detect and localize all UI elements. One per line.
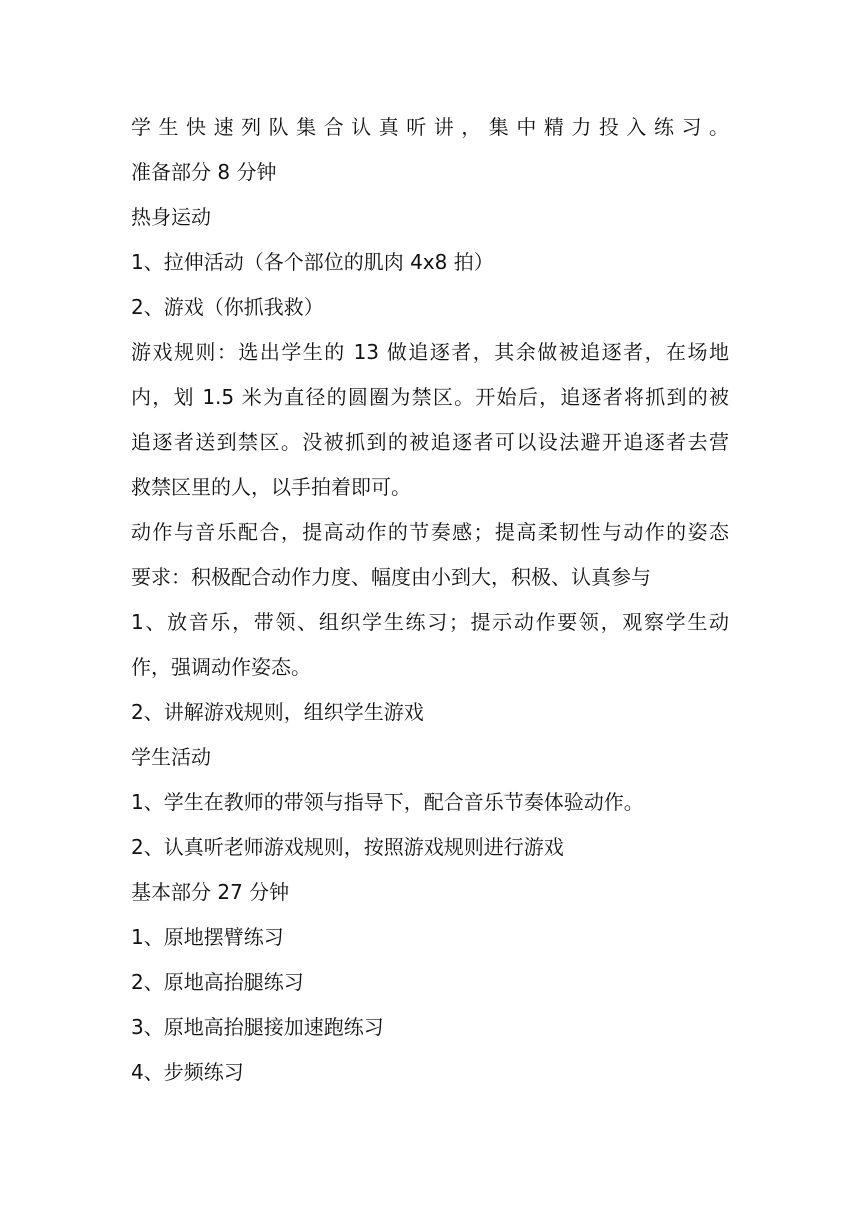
list-item: 2、讲解游戏规则，组织学生游戏	[131, 700, 424, 724]
list-item: 2、游戏（你抓我救）	[131, 295, 324, 319]
section-heading: 基本部分 27 分钟	[131, 880, 290, 904]
text-line: 作，强调动作姿态。	[131, 655, 311, 679]
text-line: 游戏规则：选出学生的 13 做追逐者，其余做被追逐者，在场地	[131, 340, 729, 364]
text-line: 救禁区里的人，以手拍着即可。	[131, 475, 411, 499]
section-heading: 准备部分 8 分钟	[131, 160, 277, 184]
list-item: 3、原地高抬腿接加速跑练习	[131, 1015, 384, 1039]
text-line: 要求：积极配合动作力度、幅度由小到大，积极、认真参与	[131, 565, 651, 589]
list-item: 1、拉伸活动（各个部位的肌肉 4x8 拍）	[131, 250, 494, 274]
list-item: 2、认真听老师游戏规则，按照游戏规则进行游戏	[131, 835, 564, 859]
list-item: 1、原地摆臂练习	[131, 925, 284, 949]
text-line: 内，划 1.5 米为直径的圆圈为禁区。开始后，追逐者将抓到的被	[131, 385, 729, 409]
text-line: 追逐者送到禁区。没被抓到的被追逐者可以设法避开追逐者去营	[131, 430, 729, 454]
text-line: 热身运动	[131, 205, 211, 229]
list-item: 1、放音乐，带领、组织学生练习；提示动作要领，观察学生动	[131, 610, 729, 634]
text-line: 学 生 快 速 列 队 集 合 认 真 听 讲 ， 集 中 精 力 投 入 练 习 。	[131, 115, 729, 139]
list-item: 2、原地高抬腿练习	[131, 970, 304, 994]
list-item: 4、步频练习	[131, 1060, 244, 1084]
list-item: 1、学生在教师的带领与指导下，配合音乐节奏体验动作。	[131, 790, 644, 814]
text-line: 学生活动	[131, 745, 211, 769]
text-line: 动作与音乐配合，提高动作的节奏感；提高柔韧性与动作的姿态	[131, 520, 729, 544]
